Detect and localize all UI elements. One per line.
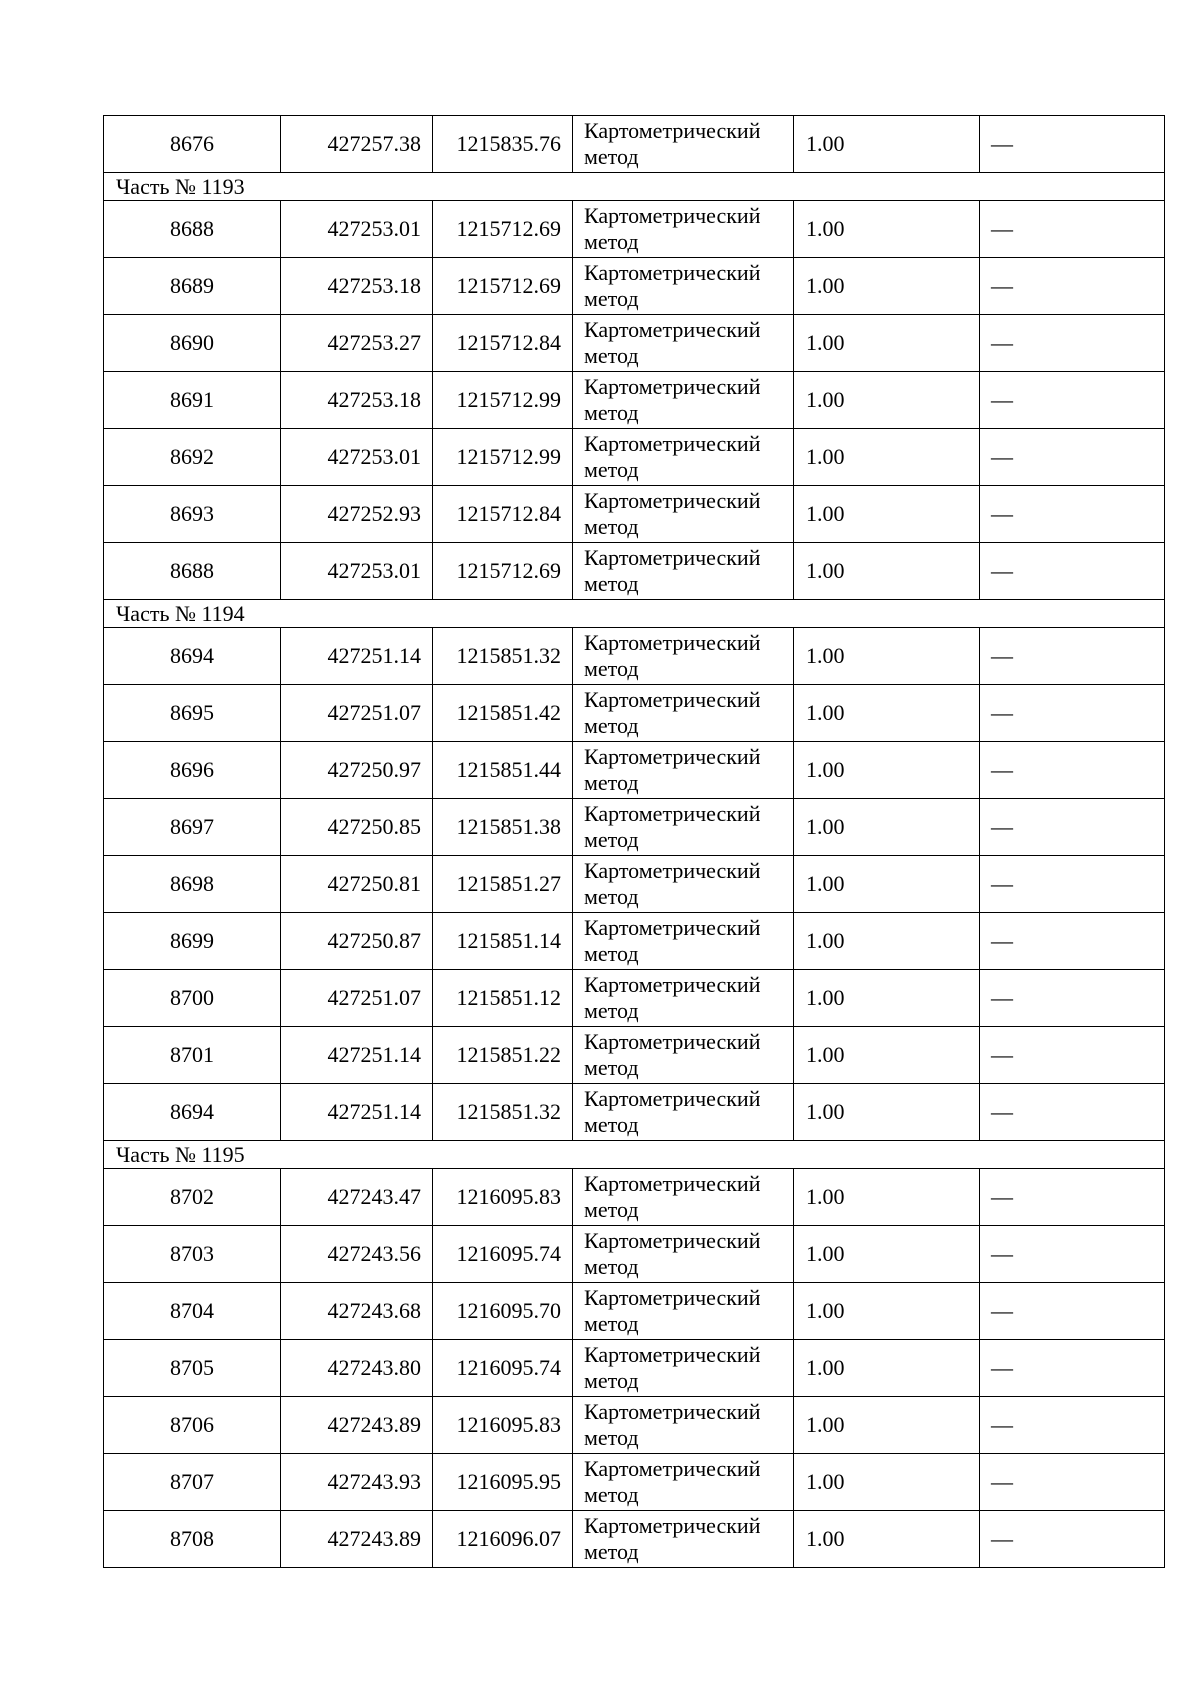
coordinate-x: 427243.89: [281, 1511, 433, 1568]
point-number: 8702: [104, 1169, 281, 1226]
coordinate-y: 1216095.83: [433, 1169, 573, 1226]
method-cell: [573, 1283, 794, 1340]
method-cell: [573, 1169, 794, 1226]
accuracy-value: 1.00: [794, 372, 980, 429]
method-line-1: Картометрический: [584, 1086, 761, 1111]
method-cell: [573, 116, 794, 173]
coordinate-y: 1215851.12: [433, 970, 573, 1027]
point-number: 8692: [104, 429, 281, 486]
accuracy-value: 1.00: [794, 856, 980, 913]
method-line-2: метод: [584, 571, 639, 596]
table-row: [104, 1084, 1165, 1141]
method-line-2: метод: [584, 286, 639, 311]
description-dash: —: [980, 799, 1165, 856]
coordinate-x: 427251.14: [281, 1027, 433, 1084]
method-cell: [573, 486, 794, 543]
method-line-2: метод: [584, 1254, 639, 1279]
description-dash: —: [980, 429, 1165, 486]
method-line-1: Картометрический: [584, 374, 761, 399]
table-row: [104, 372, 1165, 429]
accuracy-value: 1.00: [794, 1027, 980, 1084]
method-cell: [573, 742, 794, 799]
method-line-2: метод: [584, 1112, 639, 1137]
part-label: Часть № 1193: [104, 173, 1165, 201]
coordinate-x: 427257.38: [281, 116, 433, 173]
point-number: 8708: [104, 1511, 281, 1568]
coordinate-x: 427243.47: [281, 1169, 433, 1226]
table-row: [104, 1169, 1165, 1226]
table-row: [104, 1397, 1165, 1454]
method-line-1: Картометрический: [584, 1399, 761, 1424]
method-line-1: Картометрический: [584, 203, 761, 228]
point-number: 8691: [104, 372, 281, 429]
method-cell: [573, 913, 794, 970]
coordinate-y: 1215851.22: [433, 1027, 573, 1084]
coordinate-y: 1215851.14: [433, 913, 573, 970]
description-dash: —: [980, 1027, 1165, 1084]
method-line-1: Картометрический: [584, 1513, 761, 1538]
table-row: [104, 742, 1165, 799]
method-line-1: Картометрический: [584, 801, 761, 826]
table-row: [104, 258, 1165, 315]
coordinate-x: 427253.18: [281, 372, 433, 429]
coordinate-x: 427250.87: [281, 913, 433, 970]
accuracy-value: 1.00: [794, 970, 980, 1027]
coordinate-y: 1215851.38: [433, 799, 573, 856]
accuracy-value: 1.00: [794, 913, 980, 970]
method-line-1: Картометрический: [584, 630, 761, 655]
accuracy-value: 1.00: [794, 486, 980, 543]
table-row: [104, 1511, 1165, 1568]
method-cell: [573, 628, 794, 685]
coordinate-x: 427251.07: [281, 970, 433, 1027]
table-row: [104, 486, 1165, 543]
point-number: 8707: [104, 1454, 281, 1511]
method-line-1: Картометрический: [584, 1029, 761, 1054]
coordinate-y: 1215851.42: [433, 685, 573, 742]
coordinate-x: 427243.68: [281, 1283, 433, 1340]
point-number: 8705: [104, 1340, 281, 1397]
method-line-1: Картометрический: [584, 118, 761, 143]
coordinate-y: 1215712.84: [433, 486, 573, 543]
method-line-1: Картометрический: [584, 431, 761, 456]
method-line-2: метод: [584, 229, 639, 254]
coordinate-y: 1215712.99: [433, 372, 573, 429]
description-dash: —: [980, 856, 1165, 913]
coordinate-y: 1216095.83: [433, 1397, 573, 1454]
accuracy-value: 1.00: [794, 258, 980, 315]
method-cell: [573, 1027, 794, 1084]
coordinate-x: 427252.93: [281, 486, 433, 543]
coordinate-x: 427243.80: [281, 1340, 433, 1397]
accuracy-value: 1.00: [794, 543, 980, 600]
point-number: 8688: [104, 201, 281, 258]
method-cell: [573, 372, 794, 429]
method-line-2: метод: [584, 941, 639, 966]
point-number: 8699: [104, 913, 281, 970]
point-number: 8688: [104, 543, 281, 600]
method-line-2: метод: [584, 1425, 639, 1450]
coordinate-y: 1215712.69: [433, 543, 573, 600]
method-cell: [573, 1226, 794, 1283]
method-line-2: метод: [584, 400, 639, 425]
table-row: [104, 1340, 1165, 1397]
accuracy-value: 1.00: [794, 1226, 980, 1283]
coordinate-y: 1215835.76: [433, 116, 573, 173]
description-dash: —: [980, 685, 1165, 742]
method-line-2: метод: [584, 1539, 639, 1564]
method-line-1: Картометрический: [584, 858, 761, 883]
description-dash: —: [980, 201, 1165, 258]
point-number: 8706: [104, 1397, 281, 1454]
coordinate-x: 427253.01: [281, 201, 433, 258]
accuracy-value: 1.00: [794, 742, 980, 799]
description-dash: —: [980, 742, 1165, 799]
description-dash: —: [980, 1169, 1165, 1226]
coordinate-x: 427243.56: [281, 1226, 433, 1283]
table-row: [104, 201, 1165, 258]
table-row: [104, 856, 1165, 913]
coordinate-y: 1215851.32: [433, 628, 573, 685]
method-line-2: метод: [584, 713, 639, 738]
accuracy-value: 1.00: [794, 1283, 980, 1340]
method-line-2: метод: [584, 998, 639, 1023]
coordinate-x: 427243.93: [281, 1454, 433, 1511]
point-number: 8701: [104, 1027, 281, 1084]
method-cell: [573, 970, 794, 1027]
accuracy-value: 1.00: [794, 1454, 980, 1511]
accuracy-value: 1.00: [794, 1511, 980, 1568]
accuracy-value: 1.00: [794, 429, 980, 486]
point-number: 8700: [104, 970, 281, 1027]
point-number: 8689: [104, 258, 281, 315]
coordinate-x: 427250.97: [281, 742, 433, 799]
method-line-2: метод: [584, 827, 639, 852]
table-row: [104, 1027, 1165, 1084]
description-dash: —: [980, 543, 1165, 600]
part-header-row: [104, 1141, 1165, 1169]
accuracy-value: 1.00: [794, 315, 980, 372]
coordinate-x: 427253.01: [281, 543, 433, 600]
table-row: [104, 1226, 1165, 1283]
accuracy-value: 1.00: [794, 1397, 980, 1454]
method-line-1: Картометрический: [584, 545, 761, 570]
coordinate-x: 427253.18: [281, 258, 433, 315]
method-line-1: Картометрический: [584, 260, 761, 285]
coordinate-x: 427243.89: [281, 1397, 433, 1454]
coordinate-x: 427253.27: [281, 315, 433, 372]
table-row: [104, 116, 1165, 173]
coordinate-y: 1215712.84: [433, 315, 573, 372]
method-line-2: метод: [584, 144, 639, 169]
description-dash: —: [980, 1226, 1165, 1283]
method-line-1: Картометрический: [584, 915, 761, 940]
description-dash: —: [980, 1084, 1165, 1141]
point-number: 8695: [104, 685, 281, 742]
coordinate-y: 1215851.27: [433, 856, 573, 913]
method-line-2: метод: [584, 343, 639, 368]
method-cell: [573, 1454, 794, 1511]
table-row: [104, 913, 1165, 970]
table-row: [104, 1283, 1165, 1340]
method-line-1: Картометрический: [584, 1456, 761, 1481]
method-cell: [573, 315, 794, 372]
method-line-1: Картометрический: [584, 1285, 761, 1310]
point-number: 8694: [104, 1084, 281, 1141]
method-line-2: метод: [584, 1055, 639, 1080]
method-cell: [573, 856, 794, 913]
coordinate-y: 1215712.99: [433, 429, 573, 486]
accuracy-value: 1.00: [794, 116, 980, 173]
accuracy-value: 1.00: [794, 628, 980, 685]
coordinate-x: 427251.07: [281, 685, 433, 742]
table-body: [104, 116, 1165, 1568]
point-number: 8696: [104, 742, 281, 799]
method-cell: [573, 429, 794, 486]
accuracy-value: 1.00: [794, 1169, 980, 1226]
method-cell: [573, 258, 794, 315]
method-line-2: метод: [584, 1482, 639, 1507]
method-line-1: Картометрический: [584, 687, 761, 712]
description-dash: —: [980, 315, 1165, 372]
description-dash: —: [980, 116, 1165, 173]
method-line-1: Картометрический: [584, 1228, 761, 1253]
coordinates-table: [103, 115, 1165, 1568]
description-dash: —: [980, 628, 1165, 685]
table-row: [104, 543, 1165, 600]
coordinate-y: 1216095.70: [433, 1283, 573, 1340]
method-line-2: метод: [584, 457, 639, 482]
method-line-2: метод: [584, 884, 639, 909]
method-line-1: Картометрический: [584, 972, 761, 997]
method-line-2: метод: [584, 1311, 639, 1336]
part-label: Часть № 1194: [104, 600, 1165, 628]
coordinate-y: 1216095.95: [433, 1454, 573, 1511]
point-number: 8698: [104, 856, 281, 913]
description-dash: —: [980, 1283, 1165, 1340]
coordinate-x: 427251.14: [281, 628, 433, 685]
method-line-2: метод: [584, 514, 639, 539]
accuracy-value: 1.00: [794, 685, 980, 742]
method-cell: [573, 1084, 794, 1141]
part-header-row: [104, 173, 1165, 201]
coordinate-y: 1215712.69: [433, 201, 573, 258]
table-row: [104, 970, 1165, 1027]
method-line-2: метод: [584, 1197, 639, 1222]
accuracy-value: 1.00: [794, 1084, 980, 1141]
method-line-1: Картометрический: [584, 488, 761, 513]
method-cell: [573, 543, 794, 600]
table-row: [104, 1454, 1165, 1511]
table-row: [104, 799, 1165, 856]
description-dash: —: [980, 258, 1165, 315]
table-row: [104, 628, 1165, 685]
method-cell: [573, 201, 794, 258]
method-cell: [573, 1397, 794, 1454]
table-row: [104, 685, 1165, 742]
coordinate-y: 1215712.69: [433, 258, 573, 315]
method-line-1: Картометрический: [584, 1342, 761, 1367]
description-dash: —: [980, 1340, 1165, 1397]
description-dash: —: [980, 1454, 1165, 1511]
method-line-1: Картометрический: [584, 1171, 761, 1196]
method-line-1: Картометрический: [584, 744, 761, 769]
description-dash: —: [980, 1511, 1165, 1568]
coordinate-x: 427251.14: [281, 1084, 433, 1141]
coordinate-x: 427253.01: [281, 429, 433, 486]
point-number: 8697: [104, 799, 281, 856]
point-number: 8693: [104, 486, 281, 543]
accuracy-value: 1.00: [794, 1340, 980, 1397]
coordinate-y: 1216095.74: [433, 1340, 573, 1397]
coordinate-y: 1215851.32: [433, 1084, 573, 1141]
method-cell: [573, 685, 794, 742]
table-row: [104, 315, 1165, 372]
method-cell: [573, 799, 794, 856]
method-cell: [573, 1511, 794, 1568]
method-line-1: Картометрический: [584, 317, 761, 342]
coordinate-x: 427250.85: [281, 799, 433, 856]
point-number: 8676: [104, 116, 281, 173]
description-dash: —: [980, 372, 1165, 429]
part-label: Часть № 1195: [104, 1141, 1165, 1169]
point-number: 8704: [104, 1283, 281, 1340]
table-row: [104, 429, 1165, 486]
method-cell: [573, 1340, 794, 1397]
coordinate-y: 1215851.44: [433, 742, 573, 799]
coordinate-x: 427250.81: [281, 856, 433, 913]
description-dash: —: [980, 1397, 1165, 1454]
coordinate-y: 1216096.07: [433, 1511, 573, 1568]
method-line-2: метод: [584, 1368, 639, 1393]
point-number: 8703: [104, 1226, 281, 1283]
accuracy-value: 1.00: [794, 201, 980, 258]
description-dash: —: [980, 486, 1165, 543]
coordinate-y: 1216095.74: [433, 1226, 573, 1283]
point-number: 8694: [104, 628, 281, 685]
part-header-row: [104, 600, 1165, 628]
description-dash: —: [980, 913, 1165, 970]
method-line-2: метод: [584, 656, 639, 681]
point-number: 8690: [104, 315, 281, 372]
method-line-2: метод: [584, 770, 639, 795]
accuracy-value: 1.00: [794, 799, 980, 856]
description-dash: —: [980, 970, 1165, 1027]
